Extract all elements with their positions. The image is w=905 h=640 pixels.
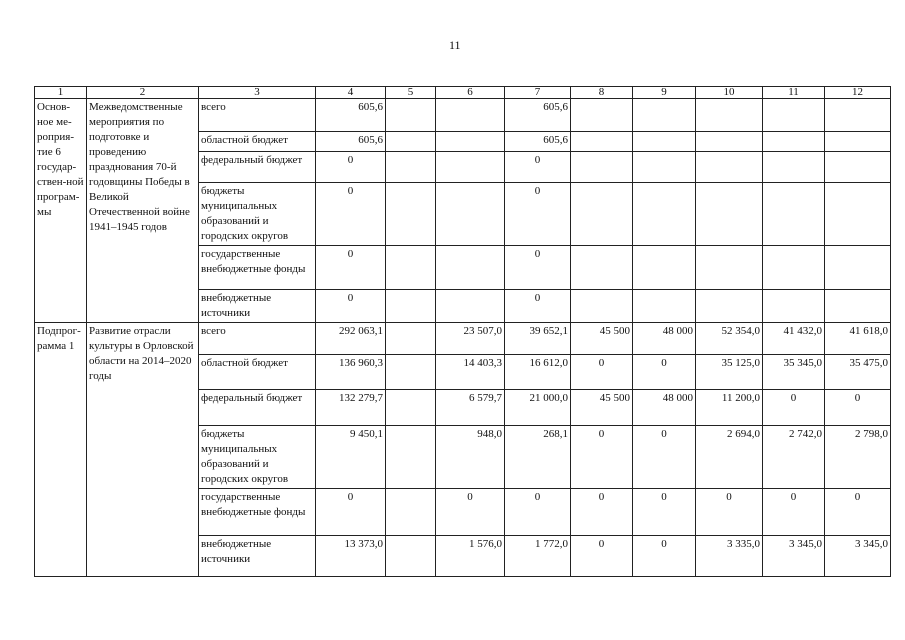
value-cell-c6 [436, 246, 505, 290]
funding-source-cell: внебюджетные источники [199, 536, 316, 577]
value-cell-c5 [386, 323, 436, 355]
value-cell-c11 [763, 246, 825, 290]
value-cell-c10 [696, 183, 763, 246]
column-header: 2 [87, 87, 199, 99]
column-header: 9 [633, 87, 696, 99]
value-cell-c12 [825, 246, 891, 290]
value-cell-c8 [571, 132, 633, 152]
value-cell-c10: 11 200,0 [696, 390, 763, 426]
value-cell-c11: 0 [763, 390, 825, 426]
value-cell-c4: 132 279,7 [316, 390, 386, 426]
funding-source-cell: всего [199, 323, 316, 355]
value-cell-c9: 0 [633, 489, 696, 536]
page-number: 11 [449, 38, 461, 52]
column-header: 4 [316, 87, 386, 99]
value-cell-c6 [436, 152, 505, 183]
value-cell-c7: 1 772,0 [505, 536, 571, 577]
value-cell-c7: 268,1 [505, 426, 571, 489]
value-cell-c12: 0 [825, 390, 891, 426]
value-cell-c8 [571, 246, 633, 290]
value-cell-c6: 6 579,7 [436, 390, 505, 426]
funding-source-cell: федеральный бюджет [199, 390, 316, 426]
value-cell-c12: 41 618,0 [825, 323, 891, 355]
value-cell-c4: 292 063,1 [316, 323, 386, 355]
value-cell-c9: 0 [633, 536, 696, 577]
value-cell-c10: 0 [696, 489, 763, 536]
value-cell-c10: 3 335,0 [696, 536, 763, 577]
value-cell-c7: 0 [505, 290, 571, 323]
column-header: 6 [436, 87, 505, 99]
value-cell-c4: 605,6 [316, 99, 386, 132]
funding-source-cell: внебюджетные источники [199, 290, 316, 323]
value-cell-c6: 23 507,0 [436, 323, 505, 355]
column-header: 10 [696, 87, 763, 99]
column-header: 7 [505, 87, 571, 99]
value-cell-c7: 0 [505, 183, 571, 246]
value-cell-c10 [696, 132, 763, 152]
value-cell-c11: 35 345,0 [763, 355, 825, 390]
funding-source-cell: федеральный бюджет [199, 152, 316, 183]
value-cell-c5 [386, 390, 436, 426]
column-header: 3 [199, 87, 316, 99]
measure-name-cell: Подпрог-рамма 1 [35, 323, 87, 577]
value-cell-c9: 0 [633, 355, 696, 390]
value-cell-c9 [633, 183, 696, 246]
value-cell-c8: 45 500 [571, 323, 633, 355]
column-header: 12 [825, 87, 891, 99]
budget-table [34, 86, 891, 577]
value-cell-c5 [386, 426, 436, 489]
value-cell-c9 [633, 99, 696, 132]
value-cell-c7: 39 652,1 [505, 323, 571, 355]
value-cell-c4: 0 [316, 290, 386, 323]
value-cell-c4: 9 450,1 [316, 426, 386, 489]
value-cell-c8 [571, 290, 633, 323]
value-cell-c7: 605,6 [505, 99, 571, 132]
value-cell-c10 [696, 246, 763, 290]
value-cell-c7: 605,6 [505, 132, 571, 152]
value-cell-c6 [436, 99, 505, 132]
value-cell-c12: 35 475,0 [825, 355, 891, 390]
value-cell-c5 [386, 489, 436, 536]
value-cell-c11 [763, 152, 825, 183]
value-cell-c12 [825, 183, 891, 246]
value-cell-c12 [825, 99, 891, 132]
value-cell-c6 [436, 290, 505, 323]
value-cell-c5 [386, 536, 436, 577]
value-cell-c5 [386, 290, 436, 323]
value-cell-c4: 0 [316, 152, 386, 183]
column-number-row [35, 87, 891, 99]
value-cell-c9: 0 [633, 426, 696, 489]
table-row [35, 323, 891, 355]
value-cell-c5 [386, 99, 436, 132]
value-cell-c6: 0 [436, 489, 505, 536]
value-cell-c12: 0 [825, 489, 891, 536]
value-cell-c9: 48 000 [633, 323, 696, 355]
value-cell-c8: 0 [571, 536, 633, 577]
value-cell-c6: 1 576,0 [436, 536, 505, 577]
funding-source-cell: бюджеты муниципальных образований и городских округов [199, 183, 316, 246]
value-cell-c9: 48 000 [633, 390, 696, 426]
value-cell-c7: 16 612,0 [505, 355, 571, 390]
funding-source-cell: бюджеты муниципальных образований и городских округов [199, 426, 316, 489]
value-cell-c8: 0 [571, 489, 633, 536]
value-cell-c12: 2 798,0 [825, 426, 891, 489]
value-cell-c5 [386, 355, 436, 390]
value-cell-c12 [825, 152, 891, 183]
value-cell-c10: 52 354,0 [696, 323, 763, 355]
value-cell-c11: 2 742,0 [763, 426, 825, 489]
value-cell-c4: 0 [316, 183, 386, 246]
value-cell-c11: 3 345,0 [763, 536, 825, 577]
column-header: 5 [386, 87, 436, 99]
value-cell-c11 [763, 183, 825, 246]
value-cell-c11 [763, 290, 825, 323]
value-cell-c5 [386, 246, 436, 290]
funding-source-cell: государственные внебюджетные фонды [199, 489, 316, 536]
value-cell-c12: 3 345,0 [825, 536, 891, 577]
value-cell-c10 [696, 290, 763, 323]
value-cell-c12 [825, 132, 891, 152]
value-cell-c7: 21 000,0 [505, 390, 571, 426]
value-cell-c6: 948,0 [436, 426, 505, 489]
value-cell-c4: 13 373,0 [316, 536, 386, 577]
value-cell-c6: 14 403,3 [436, 355, 505, 390]
value-cell-c5 [386, 152, 436, 183]
measure-title-cell: Межведомственные мероприятия по подготовке и проведению празднования 70-й годовщины Победы в Великой Отечественной войне 1941–1945 годов [87, 99, 199, 323]
funding-source-cell: всего [199, 99, 316, 132]
value-cell-c9 [633, 246, 696, 290]
value-cell-c10 [696, 152, 763, 183]
table-row [35, 99, 891, 132]
column-header: 8 [571, 87, 633, 99]
value-cell-c9 [633, 132, 696, 152]
column-header: 11 [763, 87, 825, 99]
value-cell-c10: 2 694,0 [696, 426, 763, 489]
value-cell-c6 [436, 183, 505, 246]
value-cell-c8: 0 [571, 426, 633, 489]
value-cell-c11 [763, 99, 825, 132]
funding-source-cell: областной бюджет [199, 132, 316, 152]
value-cell-c8 [571, 183, 633, 246]
measure-name-cell: Основ-ное ме-роприя-тие 6 государ-ствен-ной програм-мы [35, 99, 87, 323]
value-cell-c4: 136 960,3 [316, 355, 386, 390]
value-cell-c4: 605,6 [316, 132, 386, 152]
value-cell-c9 [633, 290, 696, 323]
value-cell-c10 [696, 99, 763, 132]
value-cell-c4: 0 [316, 489, 386, 536]
value-cell-c5 [386, 132, 436, 152]
value-cell-c6 [436, 132, 505, 152]
value-cell-c8 [571, 152, 633, 183]
value-cell-c11 [763, 132, 825, 152]
value-cell-c8: 0 [571, 355, 633, 390]
value-cell-c7: 0 [505, 246, 571, 290]
value-cell-c9 [633, 152, 696, 183]
value-cell-c8 [571, 99, 633, 132]
column-header: 1 [35, 87, 87, 99]
value-cell-c4: 0 [316, 246, 386, 290]
value-cell-c11: 41 432,0 [763, 323, 825, 355]
value-cell-c11: 0 [763, 489, 825, 536]
value-cell-c7: 0 [505, 152, 571, 183]
value-cell-c12 [825, 290, 891, 323]
funding-source-cell: областной бюджет [199, 355, 316, 390]
value-cell-c7: 0 [505, 489, 571, 536]
value-cell-c10: 35 125,0 [696, 355, 763, 390]
funding-source-cell: государственные внебюджетные фонды [199, 246, 316, 290]
measure-title-cell: Развитие отрасли культуры в Орловской области на 2014–2020 годы [87, 323, 199, 577]
value-cell-c5 [386, 183, 436, 246]
value-cell-c8: 45 500 [571, 390, 633, 426]
